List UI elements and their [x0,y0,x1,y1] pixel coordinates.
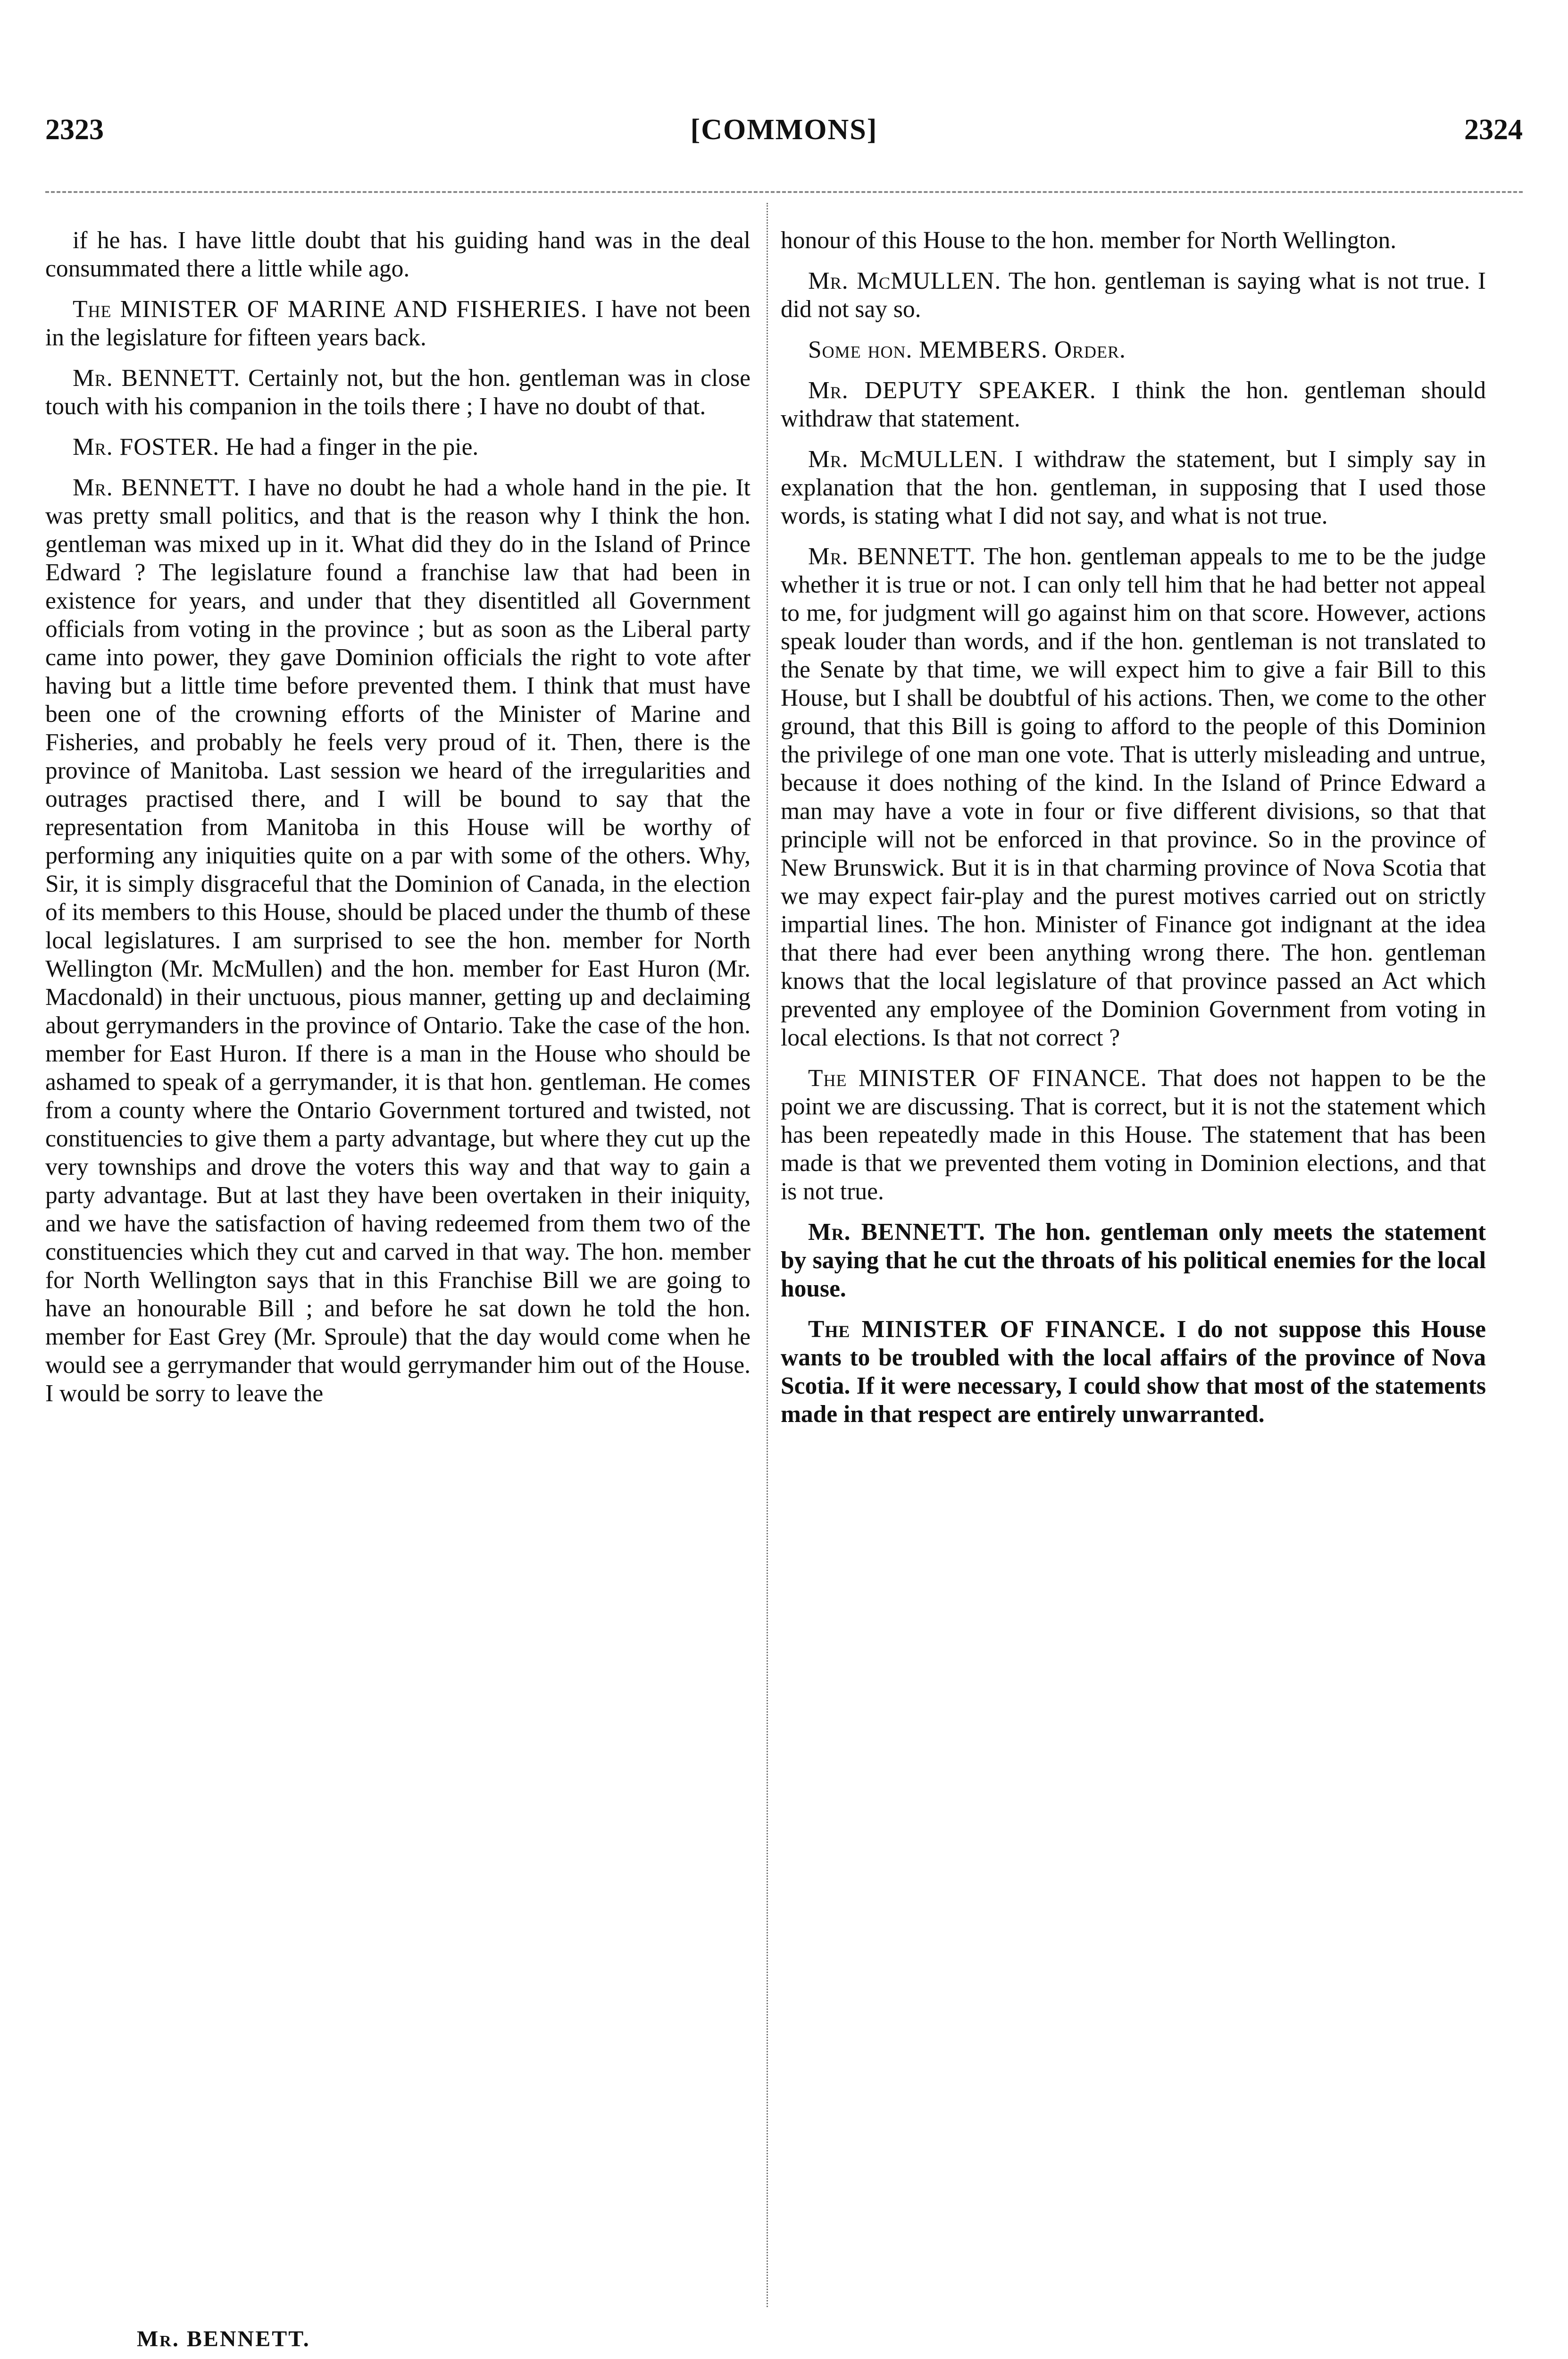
paragraph [45,295,751,352]
speaker-name: Mr. BENNETT. [73,365,241,392]
page-number-left: 2323 [45,114,104,146]
speaker-name: Mr. BENNETT. [73,474,240,501]
paragraph [781,1064,1486,1206]
speaker-name: Mr. BENNETT. [808,1219,985,1246]
paragraph [45,474,751,1408]
header-rule [45,191,1523,193]
paragraph [45,364,751,421]
paragraph-text: I have not been in the legislature for fifteen years back. [45,296,751,351]
paragraph [781,267,1486,324]
running-head-title: [COMMONS] [690,114,878,146]
paragraph-text: I have no doubt he had a whole hand in the pie. It was pretty small politics, and that is the reason why I think the hon. gentleman was mixed up in it. What did they do in the Island of Prince Edward ? The legislature found a franchise law that had been in existence for years, and under that they disentitled all Government officials from voting in the province ; but as soon as the Liberal party came into power, they gave Dominion officials the right to vote after having but a little time before prevented them. I think that must have been one of the crowning efforts of the Minister of Marine and Fisheries, and probably he feels very proud of it. Then, there is the province of Manitoba. Last session we heard of the irregularities and outrages practised there, and I will be bound to say that the representation from Manitoba in this House will be worthy of performing any iniquities quite on a par with some of the others. Why, Sir, it is simply disgraceful that the Dominion of Canada, in the election of its members to this House, should be placed under the thumb of these local legislatures. I am surprised to see the hon. member for North Wellington (Mr. McMullen) and the hon. member for East Huron (Mr. Macdonald) in their unctuous, pious manner, getting up and declaiming about gerrymanders in the province of Ontario. Take the case of the hon. member for East Huron. If there is a man in the House who should be ashamed to speak of a gerrymander, it is that hon. gentleman. He comes from a county where the Ontario Government tortured and twisted, not constituencies to give them a party advantage, but where they cut up the very townships and drove the voters this way and that way to gain a party advantage. But at last they have been overtaken in their iniquity, and we have the satisfaction of having redeemed from them two of the constituencies which they cut and carved in that way. The hon. member for North Wellington says that in this Franchise Bill we are going to have an honourable Bill ; and before he sat down he told the hon. member for East Grey (Mr. Sproule) that the day would come when he would see a gerrymander that would gerrymander him out of the House. I would be sorry to leave the [45,474,751,1407]
paragraph [781,226,1486,255]
right-column [781,226,1486,1429]
paragraph-text: Certainly not, but the hon. gentleman was in close touch with his companion in the toils there ; I have no doubt of that. [45,365,751,420]
paragraph [781,445,1486,530]
footer-catchword: Mr. BENNETT. [137,2326,310,2351]
paragraph [781,1315,1486,1429]
left-column [45,226,751,1408]
paragraph-text: The hon. gentleman is saying what is not true. I did not say so. [781,268,1486,323]
speaker-name: Mr. DEPUTY SPEAKER. [808,377,1096,404]
paragraph-text: He had a finger in the pie. [219,434,479,460]
paragraph-text: I think the hon. gentleman should withdraw that statement. [781,377,1486,432]
paragraph-text: I do not suppose this House wants to be troubled with the local affairs of the province of Nova Scotia. If it were necessary, I could show that most of the statements made in that respect are entirely unwarranted. [781,1316,1486,1428]
speaker-name: The MINISTER OF FINANCE. [808,1316,1166,1343]
paragraph [781,376,1486,433]
speaker-name: The MINISTER OF MARINE AND FISHERIES. [73,296,587,323]
paragraph-text: The hon. gentleman appeals to me to be the judge whether it is true or not. I can only tell him that he had better not appeal to me, for judgment will go against him on that score. However, actions speak louder than words, and if the hon. gentleman is not translated to the Senate by that time, we will expect him to give a fair Bill to this House, but I shall be doubtful of his actions. Then, we come to the other ground, that this Bill is going to afford to the people of this Dominion the privilege of one man one vote. That is utterly misleading and untrue, because it does nothing of the kind. In the Island of Prince Edward a man may have a vote in four or five different divisions, so that that principle will not be enforced in that province. So in the province of New Brunswick. But it is in that charming province of Nova Scotia that we may expect fair-play and the purest motives carried out on strictly impartial lines. The hon. Minister of Finance got indignant at the idea that there had ever been anything wrong there. The hon. gentleman knows that the local legislature of that province passed an Act which prevented any employee of the Dominion Government from voting in local elections. Is that not correct ? [781,543,1486,1051]
speaker-name: Mr. McMULLEN. [808,446,1004,473]
paragraph-text: That does not happen to be the point we are discussing. That is correct, but it is not the statement which has been repeatedly made in this House. The statement that has been made is that we prevented them voting in Dominion elections, and that is not true. [781,1065,1486,1205]
speaker-name: Mr. McMULLEN. [808,268,1001,294]
speaker-name: The MINISTER OF FINANCE. [808,1065,1147,1092]
paragraph [45,226,751,283]
paragraph-text: if he has. I have little doubt that his guiding hand was in the deal consummated there a little while ago. [45,227,751,282]
page-header [45,113,1523,170]
paragraph-text: The hon. gentleman only meets the statement by saying that he cut the throats of his political enemies for the local house. [781,1219,1486,1302]
speaker-name: Mr. BENNETT. [808,543,976,570]
paragraph-text: I withdraw the statement, but I simply say in explanation that the hon. gentleman, in supposing that I used those words, is stating what I did not say, and what is not true. [781,446,1486,529]
page-number-right: 2324 [1464,114,1523,146]
paragraph [781,1218,1486,1303]
column-divider [767,203,768,2307]
paragraph-text: honour of this House to the hon. member for North Wellington. [781,227,1397,254]
paragraph [45,433,751,461]
speaker-name: Mr. FOSTER. [73,434,220,460]
paragraph [781,543,1486,1052]
paragraph [781,336,1486,364]
paragraph-text: Some hon. MEMBERS. Order. [808,336,1126,363]
